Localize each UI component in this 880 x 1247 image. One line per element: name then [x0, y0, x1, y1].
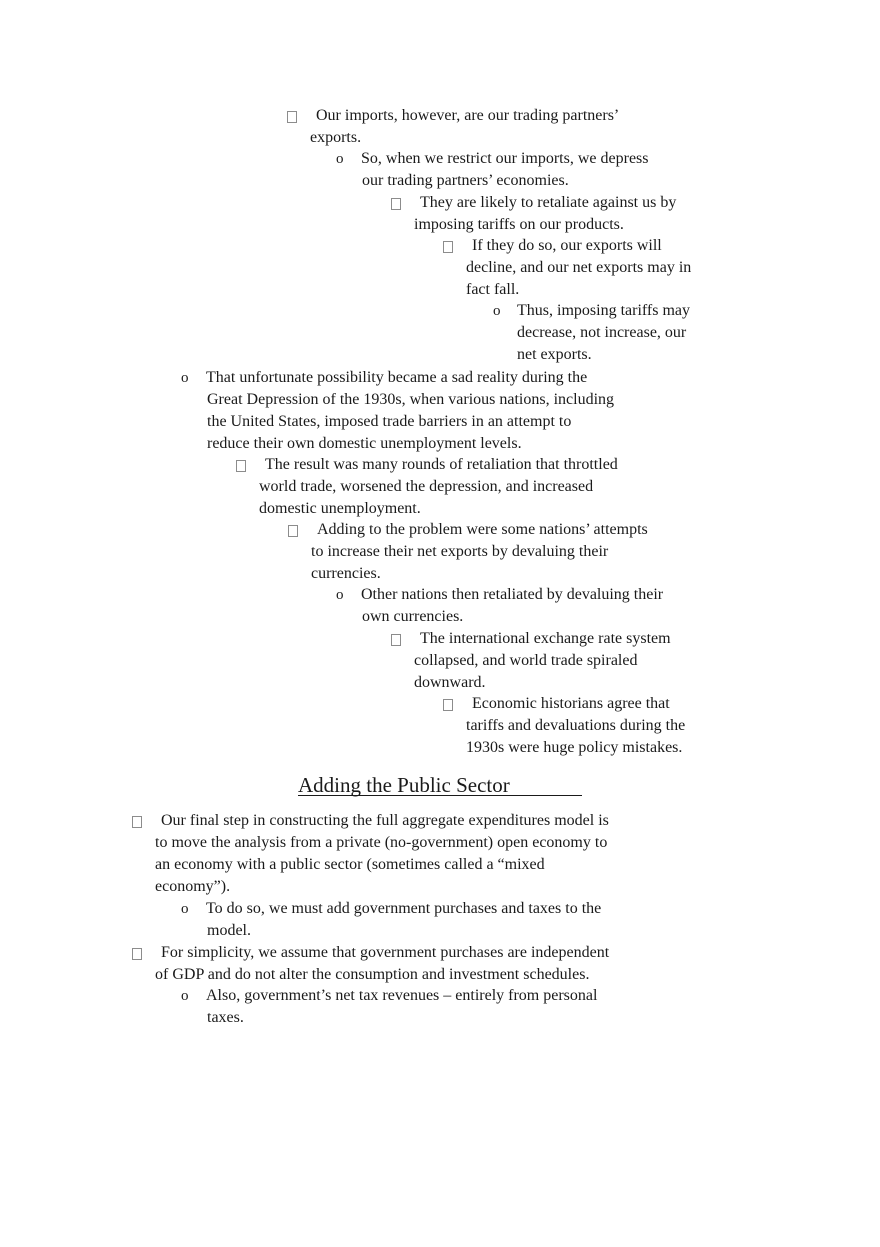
item-text-line: to increase their net exports by devaluing their — [311, 543, 609, 560]
item-text-line: reduce their own domestic unemployment levels. — [207, 435, 522, 452]
bullet-item — [310, 105, 619, 149]
item-text-line: For simplicity, we assume that government purchases are independent — [161, 944, 610, 961]
bullet-item — [466, 693, 685, 759]
item-text-line: to move the analysis from a private (no-government) open economy to — [155, 834, 608, 851]
bullet-square-icon — [236, 460, 246, 472]
item-text-line: the United States, imposed trade barriers in an attempt to — [207, 413, 572, 430]
item-text-line: tariffs and devaluations during the — [466, 717, 686, 734]
item-text-line: model. — [207, 922, 251, 939]
item-text-line: world trade, worsened the depression, and increased — [259, 478, 594, 495]
bullet-item — [414, 192, 676, 236]
item-text-line: That unfortunate possibility became a sad reality during the — [206, 369, 588, 386]
item-text-line: domestic unemployment. — [259, 500, 421, 517]
bullet-item — [466, 235, 691, 301]
sub-bullet-item — [181, 367, 615, 455]
bullet-o-marker: o — [181, 370, 189, 386]
bullet-o-marker: o — [336, 587, 344, 603]
item-text-line: Our final step in constructing the full aggregate expenditures model is — [161, 812, 609, 829]
item-text-line: The international exchange rate system — [420, 630, 671, 647]
item-text-line: Great Depression of the 1930s, when various nations, including — [207, 391, 615, 408]
bullet-square-icon — [443, 241, 453, 253]
item-text-line: To do so, we must add government purchases and taxes to the — [206, 900, 602, 917]
section-heading-text: Adding the Public Sector — [298, 773, 510, 797]
bullet-item — [414, 628, 671, 694]
sub-bullet-item — [181, 898, 602, 942]
item-text-line: currencies. — [311, 565, 381, 582]
bullet-square-icon — [287, 111, 297, 123]
bullet-o-marker: o — [493, 303, 501, 319]
bullet-o-marker: o — [181, 988, 189, 1004]
item-text-line: net exports. — [517, 346, 592, 363]
bullet-square-icon — [391, 198, 401, 210]
item-text-line: decline, and our net exports may in — [466, 259, 692, 276]
item-text-line: Our imports, however, are our trading partners’ — [316, 107, 620, 124]
bullet-square-icon — [391, 634, 401, 646]
item-text-line: Economic historians agree that — [472, 695, 670, 712]
item-text-line: Thus, imposing tariffs may — [517, 302, 691, 319]
sub-bullet-item — [181, 985, 598, 1029]
sub-bullet-item — [336, 584, 664, 628]
section-heading — [298, 771, 582, 796]
bullet-item — [259, 454, 618, 520]
item-text-line: So, when we restrict our imports, we depress — [361, 150, 649, 167]
bullet-o-marker: o — [336, 151, 344, 167]
bullet-item — [155, 810, 609, 898]
bullet-square-icon — [132, 948, 142, 960]
sub-bullet-item — [493, 300, 691, 366]
bullet-square-icon — [288, 525, 298, 537]
bullet-item — [155, 942, 609, 986]
item-text-line: an economy with a public sector (sometimes called a “mixed — [155, 856, 545, 873]
item-text-line: economy”). — [155, 878, 231, 895]
item-text-line: decrease, not increase, our — [517, 324, 687, 341]
item-text-line: of GDP and do not alter the consumption and investment schedules. — [155, 966, 590, 983]
item-text-line: taxes. — [207, 1009, 244, 1026]
item-text-line: own currencies. — [362, 608, 464, 625]
item-text-line: The result was many rounds of retaliation that throttled — [265, 456, 618, 473]
item-text-line: our trading partners’ economies. — [362, 172, 569, 189]
bullet-square-icon — [443, 699, 453, 711]
item-text-line: imposing tariffs on our products. — [414, 216, 624, 233]
item-text-line: Also, government’s net tax revenues – entirely from personal — [206, 987, 598, 1004]
bullet-o-marker: o — [181, 901, 189, 917]
item-text-line: downward. — [414, 674, 486, 691]
bullet-square-icon — [132, 816, 142, 828]
item-text-line: 1930s were huge policy mistakes. — [466, 739, 683, 756]
item-text-line: Other nations then retaliated by devaluing their — [361, 586, 664, 603]
item-text-line: fact fall. — [466, 281, 520, 298]
item-text-line: Adding to the problem were some nations’ attempts — [317, 521, 648, 538]
item-text-line: exports. — [310, 129, 362, 146]
item-text-line: collapsed, and world trade spiraled — [414, 652, 638, 669]
bullet-item — [311, 519, 648, 585]
item-text-line: If they do so, our exports will — [472, 237, 662, 254]
sub-bullet-item — [336, 148, 649, 192]
item-text-line: They are likely to retaliate against us by — [420, 194, 677, 211]
